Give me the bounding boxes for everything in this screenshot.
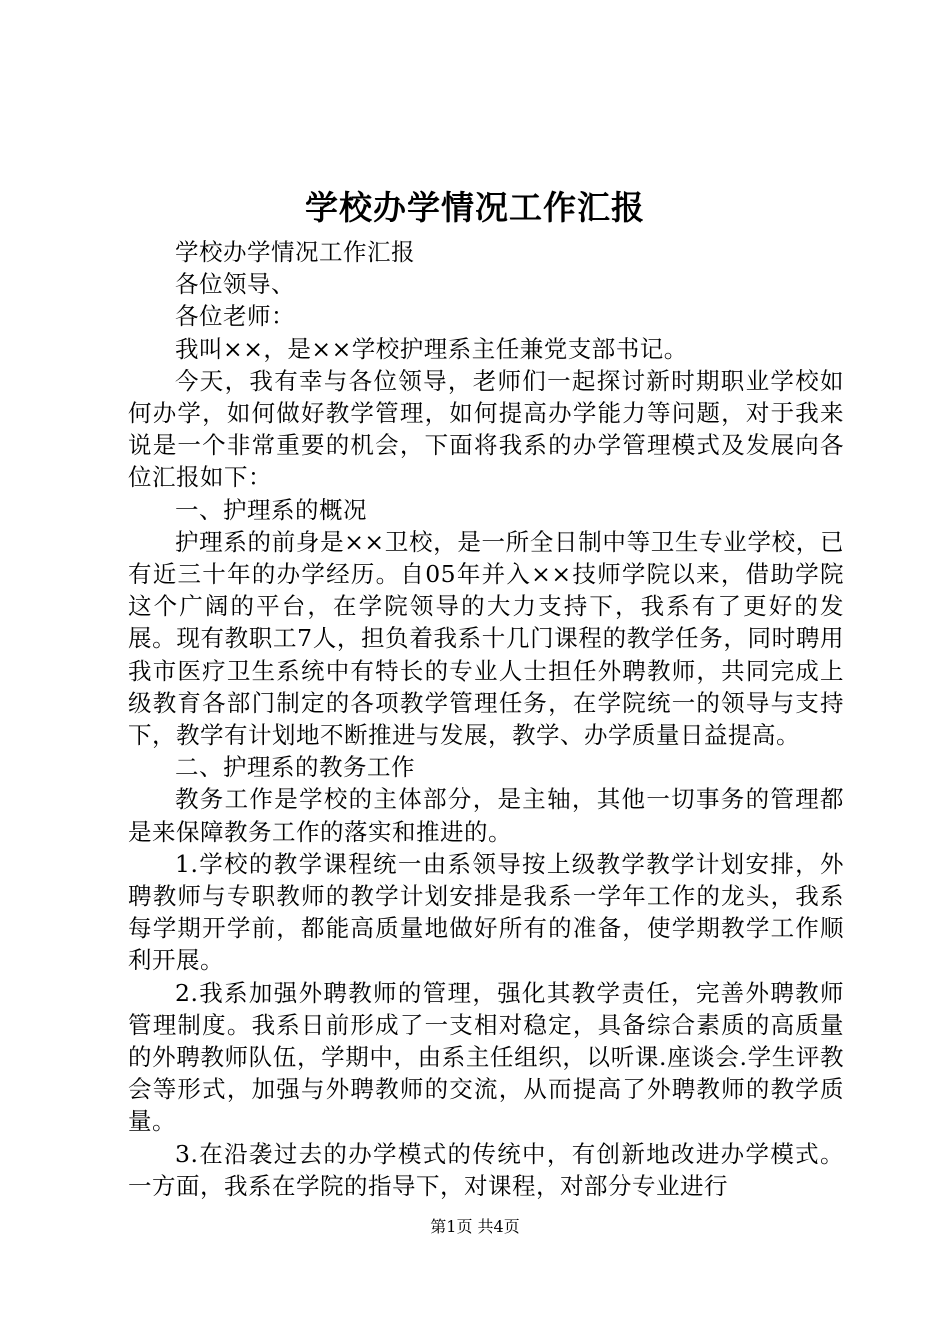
list-item: 3.在沿袭过去的办学模式的传统中，有创新地改进办学模式。一方面，我系在学院的指导下，对课程，对部分专业进行 (128, 1139, 844, 1200)
paragraph: 我叫××，是××学校护理系主任兼党支部书记。 (175, 334, 688, 363)
paragraph: 各位老师： (175, 302, 295, 331)
paragraph: 学校办学情况工作汇报 (175, 238, 415, 266)
document-title: 学校办学情况工作汇报 (305, 188, 645, 227)
list-item: 2.我系加强外聘教师的管理，强化其教学责任，完善外聘教师管理制度。我系日前形成了一支相对稳定，具备综合素质的高质量的外聘教师队伍，学期中，由系主任组织，以听课.座谈会.学生评教会等形式，加强与外聘教师的交流，从而提高了外聘教师的教学质量。 (128, 978, 844, 1136)
paragraph: 护理系的前身是××卫校，是一所全日制中等卫生专业学校，已有近三十年的办学经历。自05年并入××技师学院以来，借助学院这个广阔的平台，在学院领导的大力支持下，我系有了更好的发展。现有教职工7人，担负着我系十几门课程的教学任务，同时聘用我市医疗卫生系统中有特长的专业人士担任外聘教师，共同完成上级教育各部门制定的各项教学管理任务，在学院统一的领导与支持下，教学有计划地不断推进与发展，教学、办学质量日益提高。 (128, 527, 844, 750)
document-body (128, 236, 844, 1202)
paragraph: 各位领导、 (175, 270, 295, 299)
list-item: 1.学校的教学课程统一由系领导按上级教学教学计划安排，外聘教师与专职教师的教学计划安排是我系一学年工作的龙头，我系每学期开学前，都能高质量地做好所有的准备，使学期教学工作顺利开展。 (128, 849, 844, 975)
section-heading: 一、护理系的概况 (175, 495, 367, 524)
paragraph: 教务工作是学校的主体部分，是主轴，其他一切事务的管理都是来保障教务工作的落实和推进的。 (128, 785, 844, 846)
paragraph: 今天，我有幸与各位领导，老师们一起探讨新时期职业学校如何办学，如何做好教学管理，如何提高办学能力等问题，对于我来说是一个非常重要的机会，下面将我系的办学管理模式及发展向各位汇报如下： (128, 366, 844, 492)
section-heading: 二、护理系的教务工作 (175, 753, 415, 782)
page-number: 第1页 共4页 (430, 1217, 520, 1236)
